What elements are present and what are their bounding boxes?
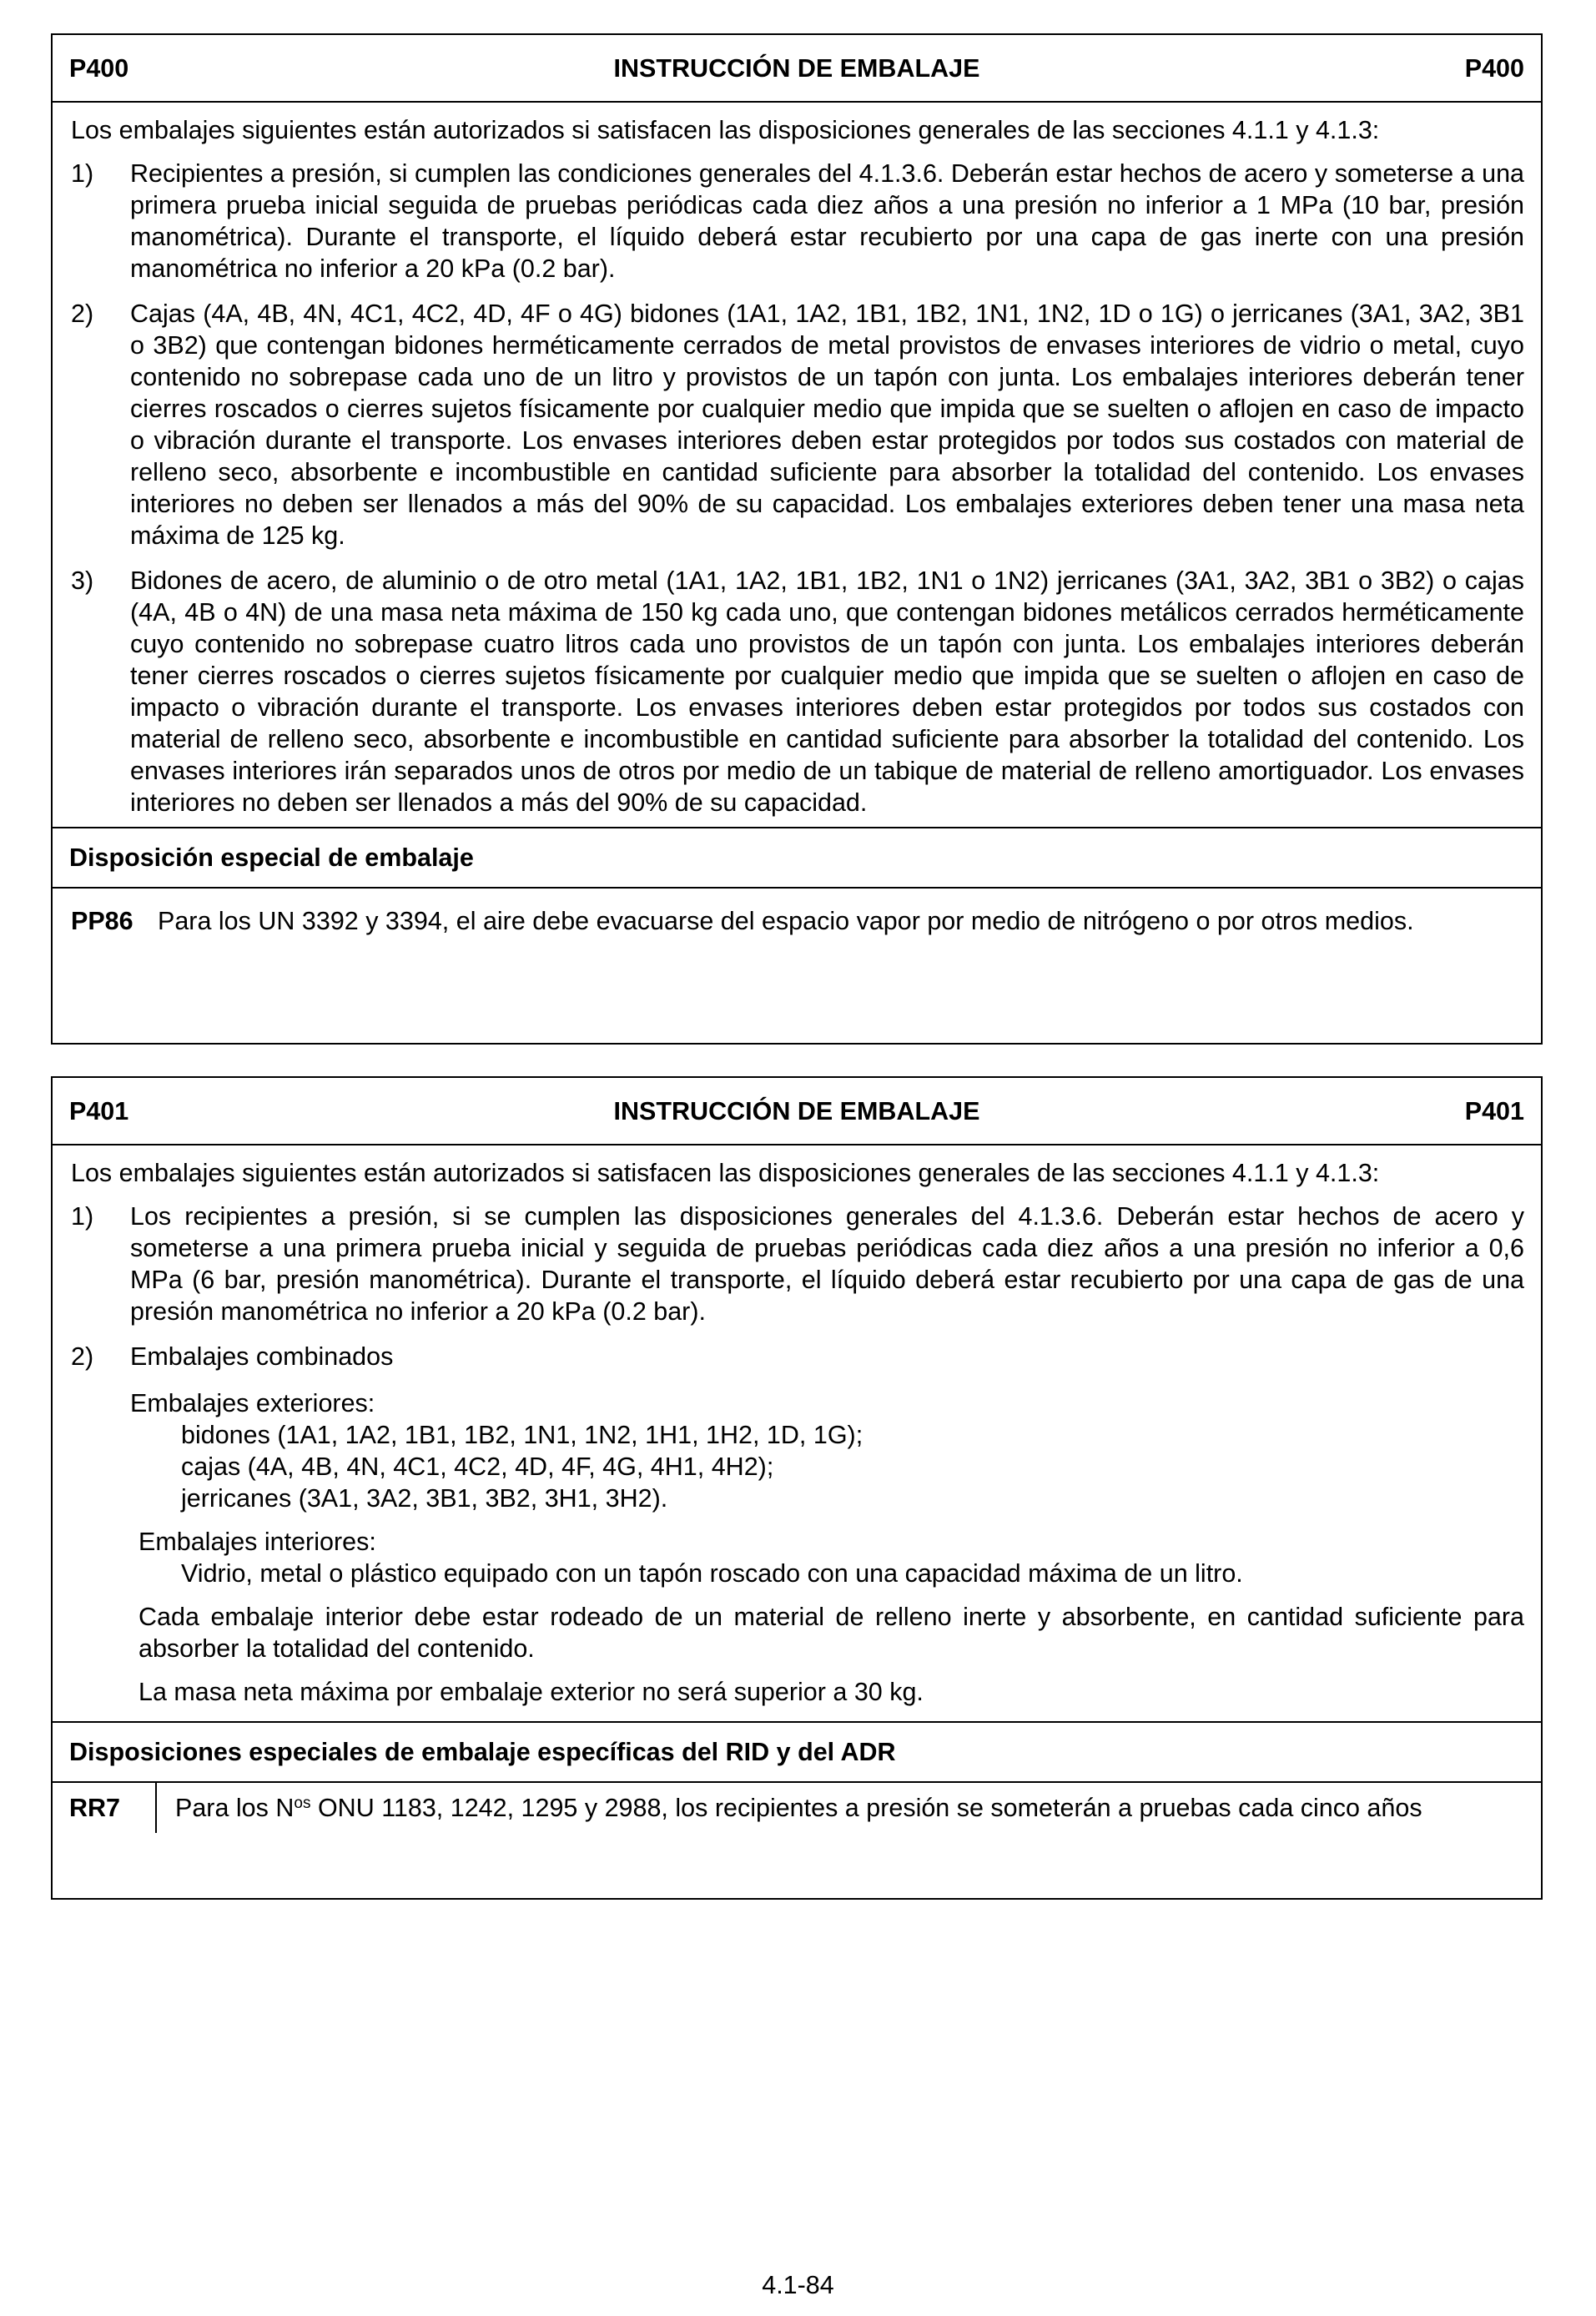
- rr7-text: [157, 1792, 1422, 1824]
- outer-packaging-label: Embalajes exteriores:: [130, 1389, 375, 1417]
- p400-title: INSTRUCCIÓN DE EMBALAJE: [613, 53, 980, 83]
- list-item: jerricanes (3A1, 3A2, 3B1, 3B2, 3H1, 3H2).: [181, 1484, 668, 1513]
- p401-code-left: P401: [69, 1096, 129, 1125]
- p401-box: [51, 1076, 1543, 1900]
- rr7-superscript: os: [294, 1795, 311, 1812]
- p401-special-header: Disposiciones especiales de embalaje específicas del RID y del ADR: [53, 1721, 1541, 1781]
- p401-code-right: P401: [1464, 1096, 1524, 1125]
- p400-header: [53, 35, 1541, 103]
- rr7-row: [53, 1781, 1541, 1833]
- list-item: cajas (4A, 4B, 4N, 4C1, 4C2, 4D, 4F, 4G, 4H1, 4H2);: [181, 1453, 774, 1481]
- p401-title: INSTRUCCIÓN DE EMBALAJE: [613, 1096, 980, 1125]
- p400-special-header: Disposición especial de embalaje: [53, 827, 1541, 889]
- p401-header: [53, 1078, 1541, 1145]
- p401-intro: Los embalajes siguientes están autorizados si satisfacen las disposiciones generales de las secciones 4.1.1 y 4.1.3:: [71, 1159, 1380, 1187]
- outer-packaging-list: [181, 1419, 1524, 1514]
- p401-item-2: [71, 1341, 1524, 1713]
- absorbent-paragraph: Cada embalaje interior debe estar rodeado de un material de relleno inerte y absorbente, en cantidad suficiente para absorber la totalidad del contenido.: [138, 1603, 1524, 1663]
- pp86-text: Para los UN 3392 y 3394, el aire debe evacuarse del espacio vapor por medio de nitrógeno o por otros medios.: [158, 907, 1414, 935]
- item-number: 2): [71, 300, 94, 328]
- rr7-body: ONU 1183, 1242, 1295 y 2988, los recipientes a presión se someterán a pruebas cada cinco años: [310, 1794, 1422, 1822]
- p400-intro: Los embalajes siguientes están autorizados si satisfacen las disposiciones generales de las secciones 4.1.1 y 4.1.3:: [71, 116, 1380, 144]
- p400-item-1: [71, 158, 1524, 284]
- combined-packaging-label: Embalajes combinados: [130, 1342, 394, 1371]
- p400-body: [53, 103, 1541, 827]
- pp86-row: [53, 889, 1541, 955]
- p400-code-left: P400: [69, 53, 129, 83]
- item-number: 3): [71, 566, 94, 595]
- inner-packaging-text: Vidrio, metal o plástico equipado con un tapón roscado con una capacidad máxima de un litro.: [181, 1559, 1243, 1588]
- item-text: Recipientes a presión, si cumplen las condiciones generales del 4.1.3.6. Deberán estar hechos de acero y someterse a una primera prueba inicial seguida de pruebas periódicas cada diez años a una presión no inferior a 1 MPa (10 bar, presión manométrica). Durante el transporte, el líquido deberá estar recubierto por una capa de gas inerte con una presión manométrica no inferior a 20 kPa (0.2 bar).: [130, 159, 1524, 283]
- item-text: Bidones de acero, de aluminio o de otro metal (1A1, 1A2, 1B1, 1B2, 1N1 o 1N2) jerricanes (3A1, 3A2, 3B1 o 3B2) o cajas (4A, 4B o 4N) de una masa neta máxima de 150 kg cada uno, que contengan bidones metálicos cerrados herméticamente cuyo contenido no sobrepase cuatro litros cada uno provistos de un tapón con junta. Los embalajes interiores deberán tener cierres roscados o cierres sujetos físicamente por cualquier medio que impida que se suelten o aflojen en caso de impacto o vibración durante el transporte. Los envases interiores deben estar protegidos por todos sus costados con material de relleno seco, absorbente e incombustible en cantidad suficiente para absorber la totalidad del contenido. Los envases interiores irán separados unos de otros por medio de un tabique de material de relleno amortiguador. Los envases interiores no deben ser llenados a más del 90% de su capacidad.: [130, 566, 1524, 817]
- p401-body: [53, 1145, 1541, 1721]
- item-text: Los recipientes a presión, si se cumplen las disposiciones generales del 4.1.3.6. Deberán estar hechos de acero y someterse a una primera prueba inicial y seguida de pruebas periódicas cada diez años a una presión no inferior a 0,6 MPa (6 bar, presión manométrica). Durante el transporte, el líquido deberá estar recubierto por una capa de gas de una presión manométrica no inferior a 20 kPa (0.2 bar).: [130, 1202, 1524, 1326]
- p401-item-1: [71, 1201, 1524, 1327]
- list-item: bidones (1A1, 1A2, 1B1, 1B2, 1N1, 1N2, 1H1, 1H2, 1D, 1G);: [181, 1421, 863, 1449]
- item-number: 2): [71, 1342, 94, 1371]
- p400-item-2: [71, 298, 1524, 551]
- page-number: 4.1-84: [762, 2271, 834, 2299]
- net-mass-paragraph: La masa neta máxima por embalaje exterior no será superior a 30 kg.: [138, 1678, 924, 1706]
- item-number: 1): [71, 159, 94, 188]
- inner-packaging-label: Embalajes interiores:: [138, 1528, 376, 1556]
- item-number: 1): [71, 1202, 94, 1231]
- rr7-prefix: Para los N: [175, 1794, 295, 1822]
- item-2-content: [130, 1341, 1524, 1713]
- p400-box: [51, 33, 1543, 1045]
- item-text: Cajas (4A, 4B, 4N, 4C1, 4C2, 4D, 4F o 4G) bidones (1A1, 1A2, 1B1, 1B2, 1N1, 1N2, 1D o 1G) o jerricanes (3A1, 3A2, 3B1 o 3B2) que contengan bidones herméticamente cerrados de metal provistos de envases interiores de vidrio o metal, cuyo contenido no sobrepase cada uno de un litro y provistos de un tapón con junta. Los embalajes interiores deberán tener cierres roscados o cierres sujetos físicamente por cualquier medio que impida que se suelten o aflojen en caso de impacto o vibración durante el transporte. Los envases interiores deben estar protegidos por todos sus costados con material de relleno seco, absorbente e incombustible en cantidad suficiente para absorber la totalidad del contenido. Los envases interiores no deben ser llenados a más del 90% de su capacidad. Los embalajes exteriores deben tener una masa neta máxima de 125 kg.: [130, 300, 1524, 550]
- p400-item-3: [71, 565, 1524, 818]
- p400-code-right: P400: [1464, 53, 1524, 83]
- pp86-code: PP86: [71, 907, 133, 935]
- rr7-code: RR7: [53, 1783, 157, 1833]
